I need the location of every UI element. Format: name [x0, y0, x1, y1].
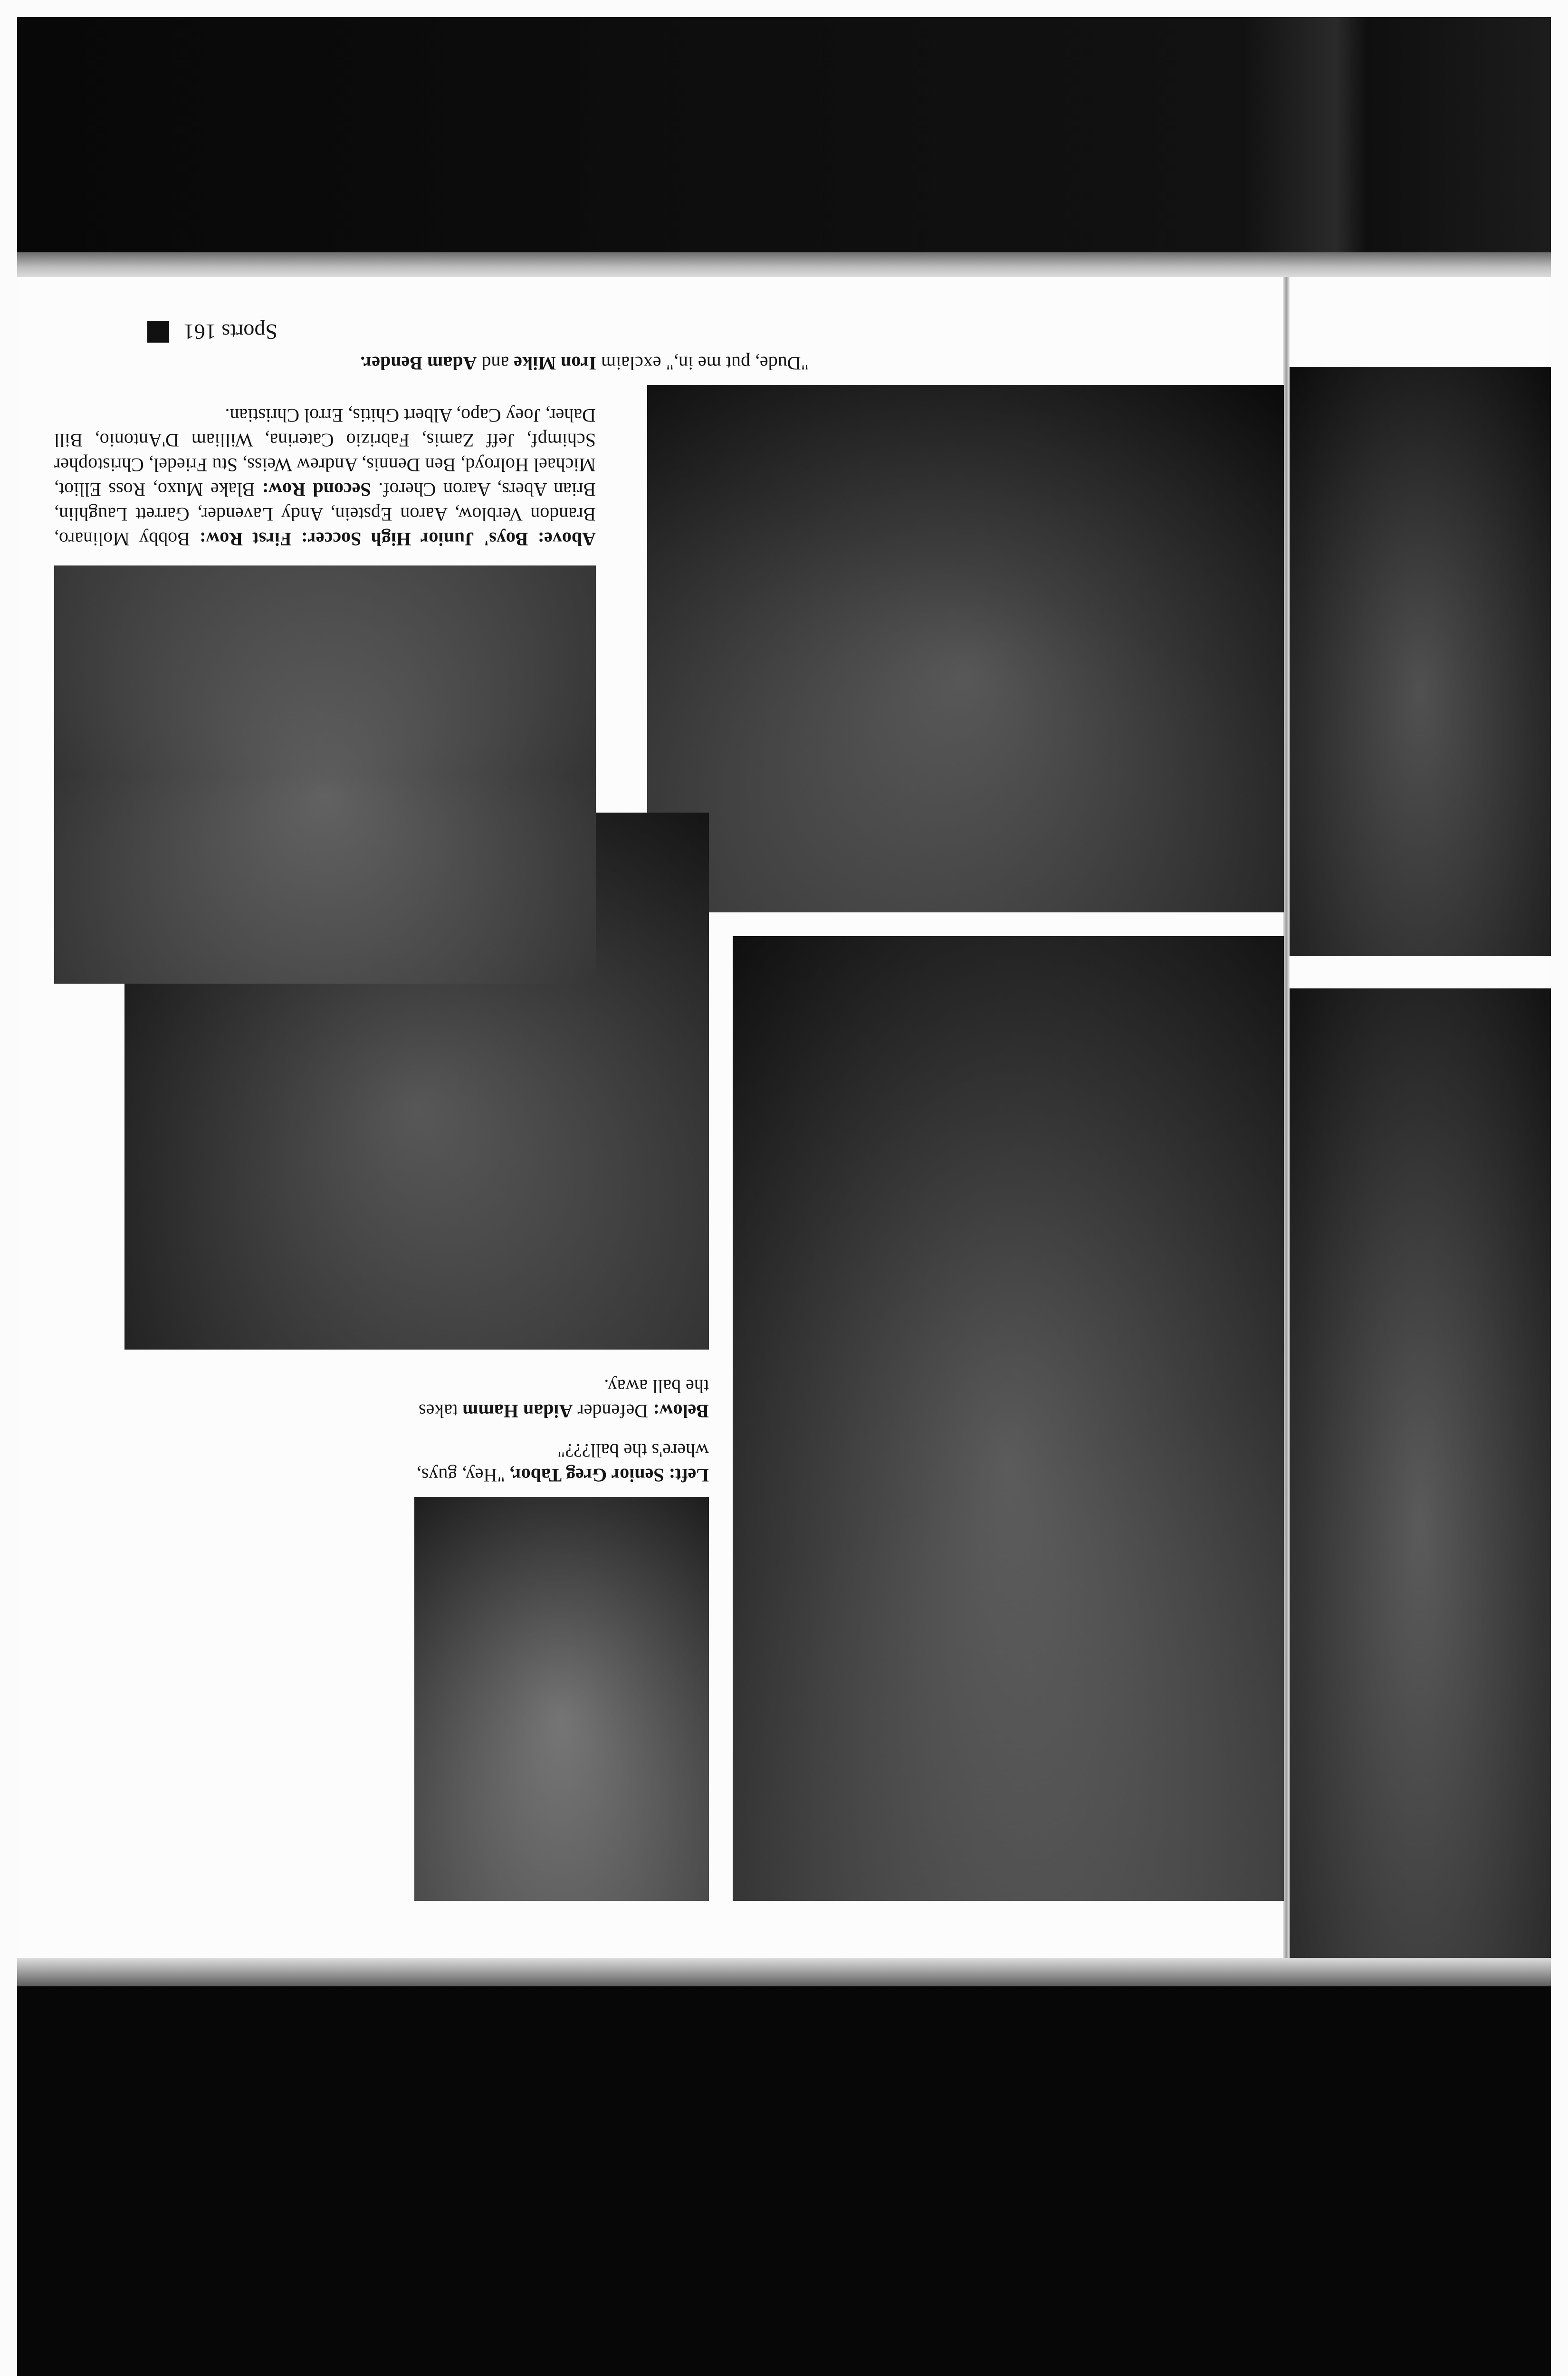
- caption-name-iron-mike: Iron Mike: [514, 353, 596, 374]
- book-binding-edge-bottom: [17, 1958, 1551, 1986]
- yearbook-page: [17, 277, 1551, 1958]
- caption-above-second-row: Blake Muxo, Ross Elliot, Michael Holroyd, Ben Dennis, Andrew Weiss, Stu Friedel, Christopher Schimpf, Jeff Zamis, Fabrizio Caterina, William D'Antonio, Bill Daher, Joey Capo, Albert Ghitis, Errol Christian.: [54, 405, 596, 500]
- caption-below: [414, 1374, 709, 1423]
- photo-junior-high-soccer-team: [54, 565, 596, 984]
- scanner-dark-band-bottom: [17, 1986, 1551, 2376]
- caption-above-team-roster: [54, 403, 596, 551]
- caption-left-label: Left:: [669, 1465, 709, 1486]
- caption-below-text-before: Defender: [577, 1400, 649, 1422]
- caption-left-name: Senior Greg Tabor,: [509, 1465, 664, 1486]
- photo-iron-mike-adam-bender: [647, 385, 1284, 912]
- book-binding-edge-top: [17, 252, 1551, 277]
- page-gutter: [1283, 277, 1290, 1958]
- adjacent-page-photo-bottom: [1290, 367, 1551, 956]
- caption-below-name: Aidan Hamm: [462, 1400, 573, 1422]
- caption-below-text-after: takes the ball away.: [419, 1376, 709, 1422]
- caption-dude-put-me-in: [182, 351, 809, 375]
- adjacent-page-photo-top: [1290, 988, 1551, 1958]
- page-content-upside-down: [17, 277, 1551, 1958]
- photo-soccer-action-header: [733, 936, 1284, 1901]
- caption-left-quote: "Hey, guys, where's the ball???": [416, 1440, 709, 1486]
- caption-name-adam-bender: Adam Bender.: [360, 353, 477, 374]
- page-folio: [147, 319, 277, 345]
- scanner-dark-band-top: [17, 17, 1551, 252]
- page-folio-label: Sports 161: [183, 320, 277, 344]
- folio-square-icon: [147, 321, 169, 343]
- caption-above-lead: Above: Boys' Junior High Soccer: First Row:: [200, 528, 596, 550]
- caption-dude-before: "Dude, put me in," exclaim: [601, 353, 809, 374]
- caption-above-second-row-label: Second Row:: [262, 479, 371, 500]
- caption-dude-middle: and: [481, 353, 509, 374]
- photo-greg-tabor: [414, 1497, 709, 1901]
- caption-below-label: Below:: [653, 1400, 709, 1422]
- caption-left: [414, 1438, 709, 1487]
- caption-above-first-row: Bobby Molinaro, Brandon Verblow, Aaron Epstein, Andy Lavender, Garrett Laughlin, Brian Abers, Aaron Cherof.: [54, 479, 596, 550]
